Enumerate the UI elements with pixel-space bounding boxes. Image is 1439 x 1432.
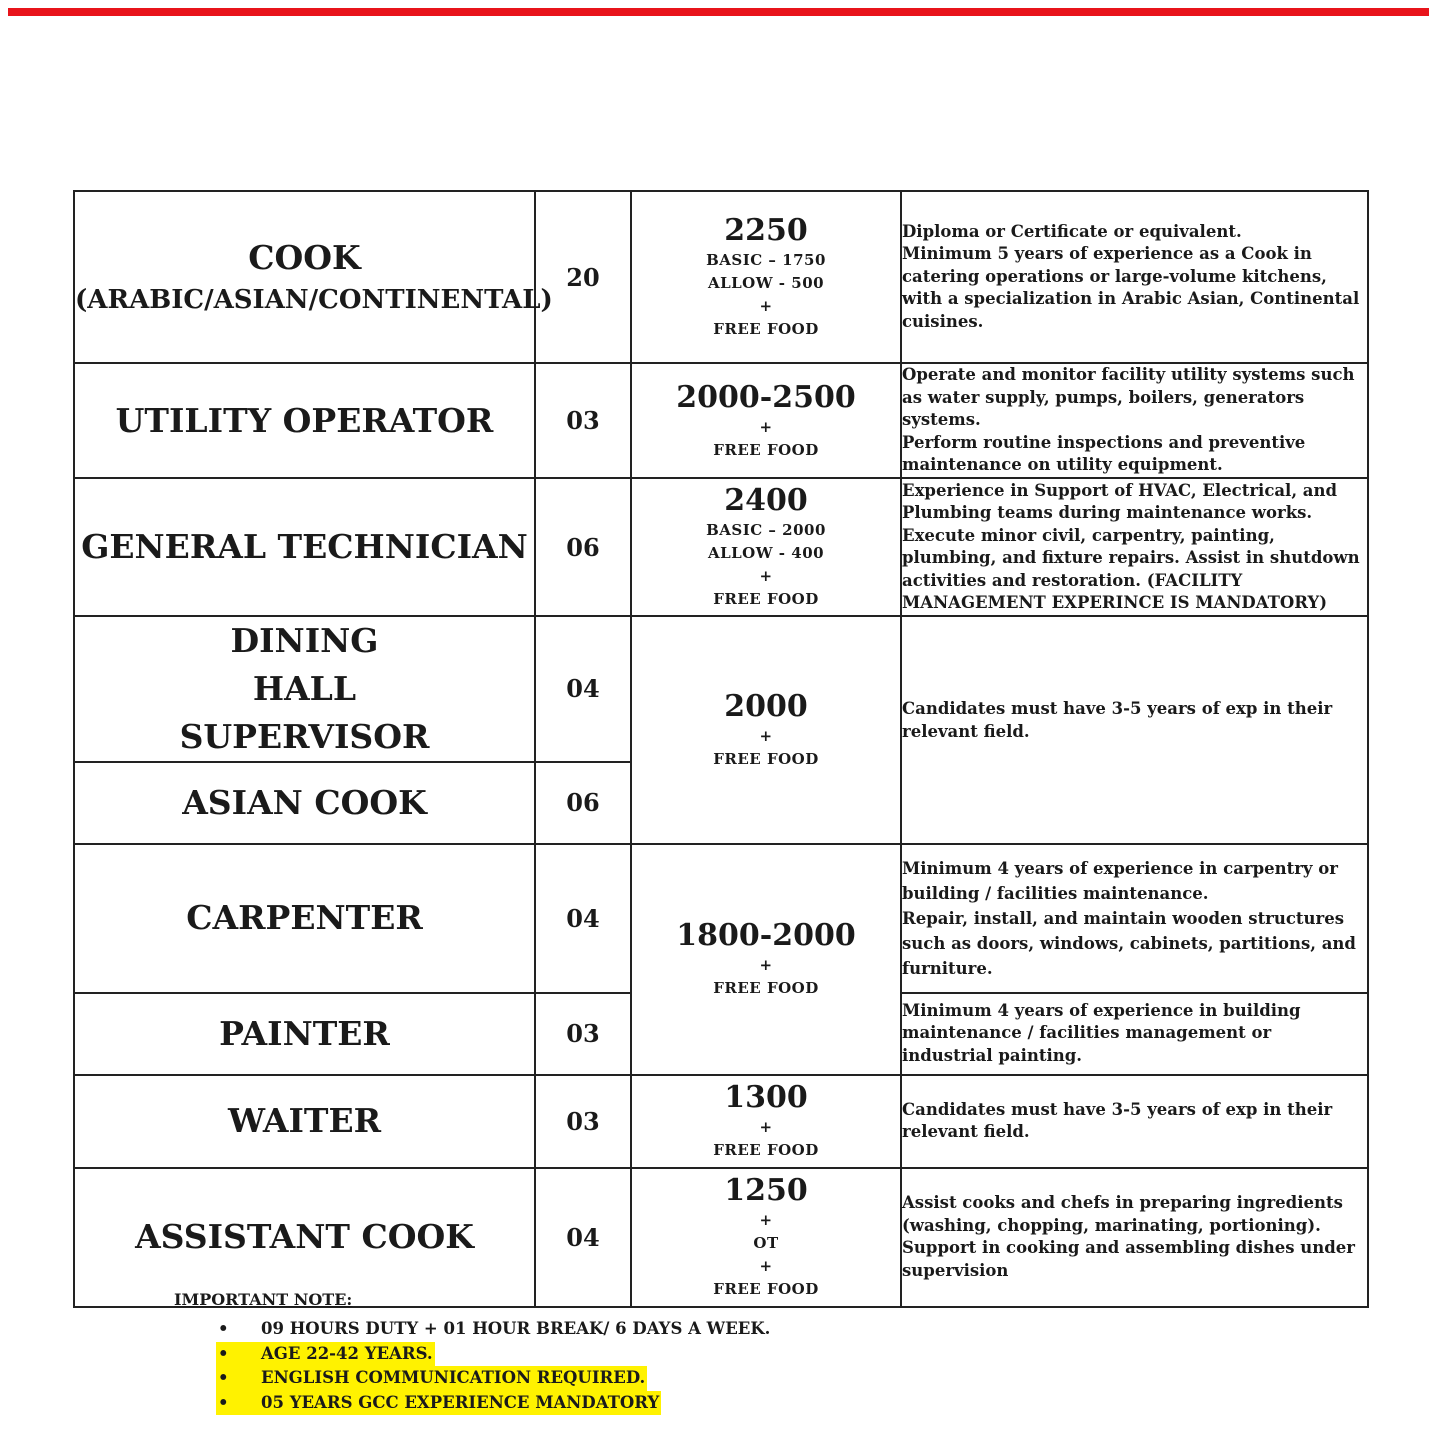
description-line: Repair, install, and maintain wooden structures such as doors, windows, cabinets, partitions, and furniture. — [902, 908, 1356, 978]
vacancy-count: 03 — [535, 1075, 631, 1168]
vacancy-count: 20 — [535, 191, 631, 363]
note-text: 09 HOURS DUTY + 01 HOUR BREAK/ 6 DAYS A WEEK. — [261, 1319, 771, 1338]
salary-allowance: ALLOW - 400 — [707, 544, 825, 562]
note-text: AGE 22-42 YEARS. — [261, 1343, 433, 1363]
salary-cell — [631, 616, 901, 844]
note-text: ENGLISH COMMUNICATION REQUIRED. — [261, 1368, 646, 1387]
description-line: Minimum 5 years of experience as a Cook in catering operations or large-volume kitchens, with a specialization in Arabic Asian, Continental cuisines. — [902, 244, 1360, 331]
salary-amount: 1300 — [724, 1080, 808, 1116]
plus-sign: + — [759, 726, 773, 745]
job-description — [901, 993, 1368, 1075]
list-item — [216, 1366, 647, 1391]
job-description — [901, 616, 1368, 844]
bullet-icon: • — [218, 1343, 229, 1363]
free-food: FREE FOOD — [713, 590, 819, 608]
important-note — [174, 1290, 352, 1309]
vacancy-count: 04 — [535, 1168, 631, 1307]
plus-sign: + — [759, 1257, 773, 1276]
plus-sign: + — [759, 1118, 773, 1137]
job-description — [901, 363, 1368, 478]
job-title: ASSISTANT COOK — [74, 1168, 535, 1307]
salary-cell — [631, 1168, 901, 1307]
job-description — [901, 191, 1368, 363]
vacancy-count: 04 — [535, 844, 631, 993]
vacancy-count: 06 — [535, 478, 631, 616]
salary-cell — [631, 844, 901, 1075]
table-row — [74, 1075, 1368, 1168]
job-description — [901, 844, 1368, 993]
description-line: Candidates must have 3-5 years of exp in their relevant field. — [902, 699, 1333, 741]
job-title: CARPENTER — [74, 844, 535, 993]
salary-cell — [631, 363, 901, 478]
job-subtitle: (ARABIC/ASIAN/CONTINENTAL) — [75, 285, 553, 316]
salary-allowance: ALLOW - 500 — [707, 274, 825, 292]
free-food: FREE FOOD — [713, 1280, 819, 1299]
description-line: Experience in Support of HVAC, Electrical, and Plumbing teams during maintenance works. — [902, 480, 1338, 522]
free-food: FREE FOOD — [713, 979, 819, 998]
job-title: DINING HALL SUPERVISOR — [74, 616, 535, 762]
salary-amount: 1250 — [724, 1173, 808, 1209]
free-food: FREE FOOD — [713, 440, 819, 459]
table-row — [74, 1168, 1368, 1307]
job-title: ASIAN COOK — [74, 762, 535, 844]
free-food: FREE FOOD — [713, 749, 819, 768]
plus-sign: + — [759, 297, 773, 315]
table-row — [74, 616, 1368, 762]
free-food: FREE FOOD — [713, 320, 819, 338]
description-line: Execute minor civil, carpentry, painting, plumbing, and fixture repairs. Assist in shutdown activities and restoration. (FACILITY MANAGEMENT EXPERINCE IS MANDATORY) — [902, 525, 1360, 612]
description-line: Perform routine inspections and preventive maintenance on utility equipment. — [902, 432, 1306, 475]
salary-amount: 1800-2000 — [676, 918, 856, 954]
list-item — [216, 1317, 770, 1342]
description-line: Support in cooking and assembling dishes under supervision — [902, 1238, 1355, 1280]
overtime: OT — [753, 1234, 779, 1253]
plus-sign: + — [759, 417, 773, 436]
bullet-icon: • — [218, 1319, 229, 1338]
job-title: COOK — [248, 238, 361, 278]
list-item — [216, 1391, 661, 1416]
note-list — [216, 1317, 770, 1415]
description-line: Minimum 4 years of experience in building maintenance / facilities management or industrial painting. — [902, 1000, 1301, 1065]
salary-amount: 2250 — [724, 213, 808, 248]
bullet-icon: • — [218, 1392, 229, 1412]
salary-cell — [631, 478, 901, 616]
description-line: Diploma or Certificate or equivalent. — [902, 221, 1242, 241]
description-line: Assist cooks and chefs in preparing ingredients (washing, chopping, marinating, portioning). — [902, 1193, 1343, 1235]
vacancy-count: 06 — [535, 762, 631, 844]
job-title: GENERAL TECHNICIAN — [74, 478, 535, 616]
top-red-rule — [8, 8, 1429, 16]
free-food: FREE FOOD — [713, 1141, 819, 1160]
job-description — [901, 1075, 1368, 1168]
salary-amount: 2400 — [724, 483, 808, 518]
table-row — [74, 191, 1368, 363]
job-title: WAITER — [74, 1075, 535, 1168]
description-line: Minimum 4 years of experience in carpentry or building / facilities maintenance. — [902, 858, 1338, 903]
vacancy-count: 03 — [535, 993, 631, 1075]
salary-cell — [631, 1075, 901, 1168]
plus-sign: + — [759, 567, 773, 585]
bullet-icon: • — [218, 1368, 229, 1387]
vacancy-count: 03 — [535, 363, 631, 478]
plus-sign: + — [759, 1211, 773, 1230]
job-title-cell — [74, 191, 553, 363]
salary-cell — [631, 191, 901, 363]
description-line: Candidates must have 3-5 years of exp in their relevant field. — [902, 1099, 1333, 1142]
table-row — [74, 478, 1368, 616]
description-line: Operate and monitor facility utility systems such as water supply, pumps, boilers, generators systems. — [902, 365, 1355, 430]
job-vacancies-table — [73, 190, 1369, 1308]
plus-sign: + — [759, 956, 773, 975]
salary-basic: BASIC – 2000 — [706, 521, 826, 539]
job-description — [901, 1168, 1368, 1307]
job-title: PAINTER — [74, 993, 535, 1075]
vacancy-count: 04 — [535, 616, 631, 762]
salary-amount: 2000-2500 — [676, 379, 856, 415]
table-row — [74, 844, 1368, 993]
note-heading: IMPORTANT NOTE: — [174, 1290, 353, 1309]
salary-amount: 2000 — [724, 688, 808, 724]
salary-basic: BASIC – 1750 — [706, 251, 826, 269]
job-description — [901, 478, 1368, 616]
table-row — [74, 363, 1368, 478]
list-item — [216, 1342, 435, 1367]
job-title: UTILITY OPERATOR — [74, 363, 535, 478]
note-text: 05 YEARS GCC EXPERIENCE MANDATORY — [261, 1392, 660, 1412]
